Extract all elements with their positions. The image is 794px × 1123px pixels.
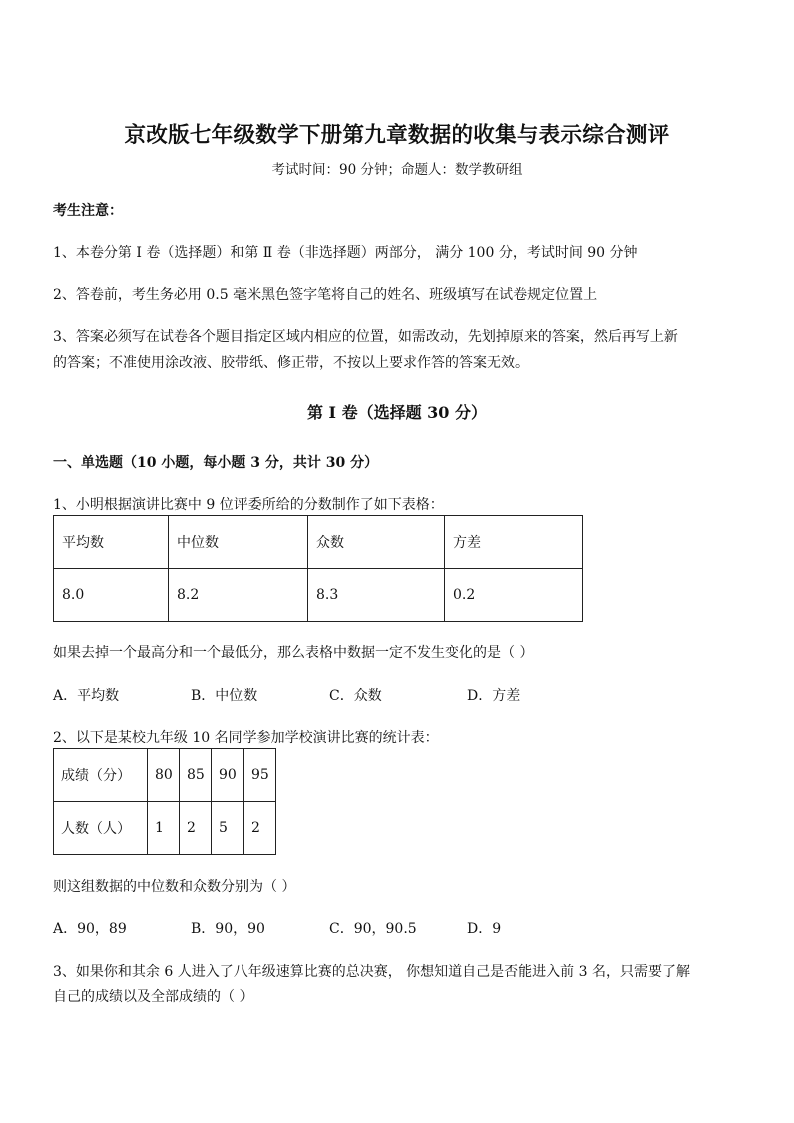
table-header-cell: 众数 <box>308 516 445 569</box>
table-row <box>54 749 276 802</box>
notice-item-3: 3、答案必须写在试卷各个题目指定区域内相应的位置，如需改动，先划掉原来的答案，然后再写上新 <box>53 329 678 345</box>
table-cell: 80 <box>148 749 180 802</box>
page-title: 京改版七年级数学下册第九章数据的收集与表示综合测评 <box>124 123 670 148</box>
notice-item-2: 2、答卷前，考生务必用 0.5 毫米黑色签字笔将自己的姓名、班级填写在试卷规定位置上 <box>53 287 598 303</box>
table-cell: 85 <box>180 749 212 802</box>
table-header-cell: 中位数 <box>169 516 308 569</box>
notice-item-1: 1、本卷分第 I 卷（选择题）和第 Ⅱ 卷（非选择题）两部分， 满分 100 分，考试时间 90 分钟 <box>53 245 638 261</box>
notice-heading: 考生注意： <box>53 203 123 219</box>
question-1-stem: 1、小明根据演讲比赛中 9 位评委所给的分数制作了如下表格： <box>53 497 444 513</box>
question-1-prompt: 如果去掉一个最高分和一个最低分，那么表格中数据一定不发生变化的是（ ） <box>53 645 534 661</box>
question-3-stem: 3、如果你和其余 6 人进入了八年级速算比赛的总决赛， 你想知道自己是否能进入前 3 名，只需要了解 <box>53 964 690 980</box>
table-cell: 95 <box>244 749 276 802</box>
option-b: B．90，90 <box>191 921 265 937</box>
notice-item-3-continued: 的答案；不准使用涂改液、胶带纸、修正带，不按以上要求作答的答案无效。 <box>53 355 529 371</box>
table-cell: 0.2 <box>445 569 583 622</box>
table-header-cell: 人数（人） <box>54 802 148 855</box>
table-cell: 2 <box>180 802 212 855</box>
table-row <box>54 802 276 855</box>
table-cell: 8.0 <box>54 569 169 622</box>
table-row <box>54 516 583 569</box>
option-a: A．90，89 <box>53 921 127 937</box>
question-2-table <box>53 748 276 855</box>
table-header-cell: 成绩（分） <box>54 749 148 802</box>
table-cell: 90 <box>212 749 244 802</box>
part-heading: 一、单选题（10 小题，每小题 3 分，共计 30 分） <box>53 455 379 471</box>
option-c: C．众数 <box>329 688 382 704</box>
option-c: C．90，90.5 <box>329 921 417 937</box>
exam-info: 考试时间：90 分钟；命题人：数学教研组 <box>271 162 523 178</box>
question-2-stem: 2、以下是某校九年级 10 名同学参加学校演讲比赛的统计表： <box>53 730 439 746</box>
table-row <box>54 569 583 622</box>
table-header-cell: 方差 <box>445 516 583 569</box>
table-cell: 8.3 <box>308 569 445 622</box>
option-d: D．9 <box>467 921 502 937</box>
question-1-table <box>53 515 583 622</box>
option-b: B．中位数 <box>191 688 258 704</box>
table-cell: 8.2 <box>169 569 308 622</box>
option-d: D．方差 <box>467 688 521 704</box>
table-cell: 5 <box>212 802 244 855</box>
question-2-prompt: 则这组数据的中位数和众数分别为（ ） <box>53 879 296 895</box>
table-header-cell: 平均数 <box>54 516 169 569</box>
section-title: 第 I 卷（选择题 30 分） <box>306 403 488 422</box>
question-3-stem-continued: 自己的成绩以及全部成绩的（ ） <box>53 989 254 1005</box>
option-a: A．平均数 <box>53 688 120 704</box>
table-cell: 1 <box>148 802 180 855</box>
table-cell: 2 <box>244 802 276 855</box>
